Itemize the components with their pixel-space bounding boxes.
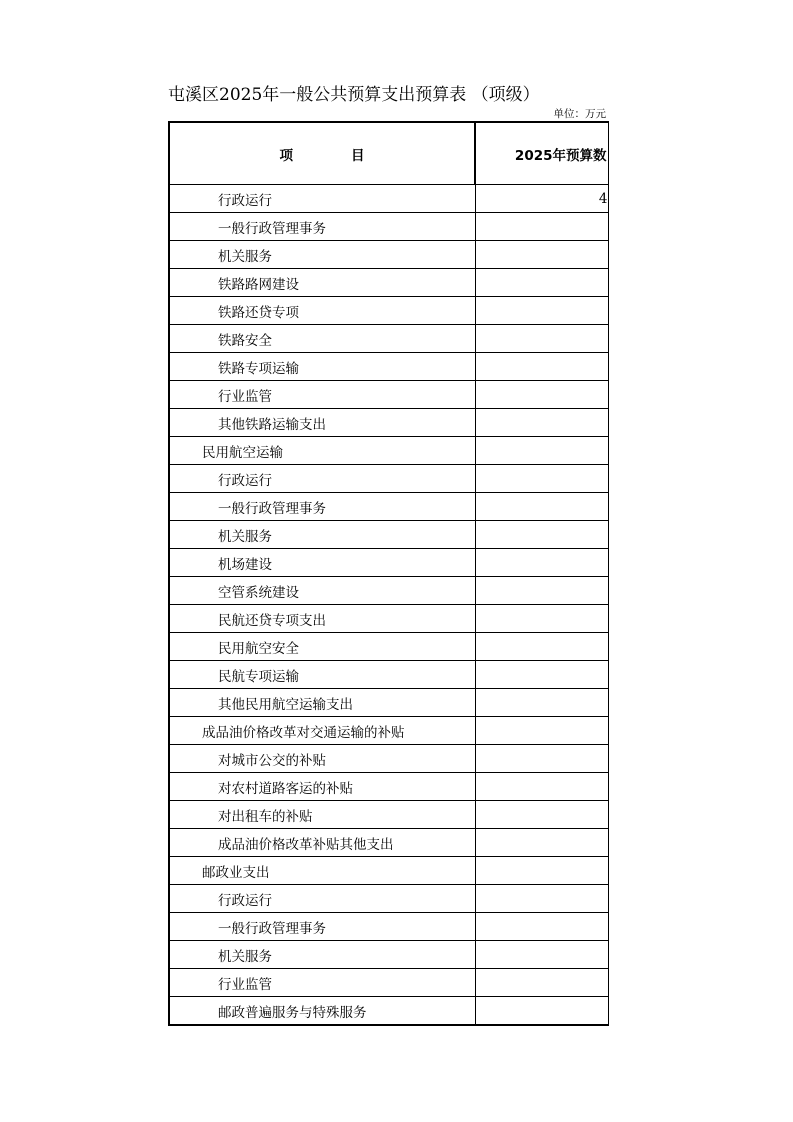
table-row bbox=[169, 241, 608, 269]
row-budget-value bbox=[475, 941, 608, 969]
row-item-name: 一般行政管理事务 bbox=[169, 213, 475, 241]
table-row bbox=[169, 605, 608, 633]
table-row bbox=[169, 577, 608, 605]
row-budget-value bbox=[475, 801, 608, 829]
table-row bbox=[169, 885, 608, 913]
row-item-name: 一般行政管理事务 bbox=[169, 913, 475, 941]
row-item-name: 对城市公交的补贴 bbox=[169, 745, 475, 773]
row-budget-value bbox=[475, 297, 608, 325]
table-row bbox=[169, 409, 608, 437]
row-item-name: 其他民用航空运输支出 bbox=[169, 689, 475, 717]
column-header-item-a: 项 bbox=[279, 147, 293, 164]
column-header-value: 2025年预算数 bbox=[475, 122, 608, 185]
row-budget-value bbox=[475, 969, 608, 997]
table-row bbox=[169, 661, 608, 689]
table-row bbox=[169, 829, 608, 857]
unit-label: 单位：万元 bbox=[553, 108, 606, 120]
row-budget-value bbox=[475, 829, 608, 857]
table-row bbox=[169, 297, 608, 325]
row-budget-value bbox=[475, 269, 608, 297]
row-budget-value bbox=[475, 437, 608, 465]
table-row bbox=[169, 857, 608, 885]
row-item-name: 民航专项运输 bbox=[169, 661, 475, 689]
row-item-name: 邮政业支出 bbox=[169, 857, 475, 885]
row-item-name: 铁路路网建设 bbox=[169, 269, 475, 297]
row-budget-value bbox=[475, 577, 608, 605]
table-row bbox=[169, 381, 608, 409]
row-budget-value bbox=[475, 745, 608, 773]
table-row bbox=[169, 353, 608, 381]
row-item-name: 民航还贷专项支出 bbox=[169, 605, 475, 633]
row-item-name: 机关服务 bbox=[169, 941, 475, 969]
table-row bbox=[169, 913, 608, 941]
table-row bbox=[169, 941, 608, 969]
row-item-name: 其他铁路运输支出 bbox=[169, 409, 475, 437]
table-row bbox=[169, 185, 608, 213]
row-budget-value bbox=[475, 689, 608, 717]
row-item-name: 成品油价格改革补贴其他支出 bbox=[169, 829, 475, 857]
row-item-name: 机关服务 bbox=[169, 521, 475, 549]
row-item-name: 邮政普遍服务与特殊服务 bbox=[169, 997, 475, 1026]
row-budget-value bbox=[475, 773, 608, 801]
table-header-row bbox=[169, 122, 608, 185]
row-item-name: 铁路专项运输 bbox=[169, 353, 475, 381]
table-row bbox=[169, 521, 608, 549]
row-item-name: 对农村道路客运的补贴 bbox=[169, 773, 475, 801]
row-item-name: 民用航空安全 bbox=[169, 633, 475, 661]
row-budget-value bbox=[475, 241, 608, 269]
row-item-name: 一般行政管理事务 bbox=[169, 493, 475, 521]
row-budget-value bbox=[475, 465, 608, 493]
row-item-name: 民用航空运输 bbox=[169, 437, 475, 465]
table-row bbox=[169, 213, 608, 241]
row-budget-value bbox=[475, 717, 608, 745]
table-row bbox=[169, 633, 608, 661]
row-budget-value bbox=[475, 605, 608, 633]
row-item-name: 行政运行 bbox=[169, 185, 475, 213]
table-row bbox=[169, 465, 608, 493]
budget-table bbox=[168, 121, 609, 1026]
row-budget-value bbox=[475, 661, 608, 689]
row-item-name: 铁路安全 bbox=[169, 325, 475, 353]
row-item-name: 行业监管 bbox=[169, 969, 475, 997]
row-budget-value: 4 bbox=[475, 185, 608, 213]
row-budget-value bbox=[475, 353, 608, 381]
page-title: 屯溪区2025年一般公共预算支出预算表 （项级） bbox=[168, 85, 540, 105]
row-budget-value bbox=[475, 381, 608, 409]
row-budget-value bbox=[475, 913, 608, 941]
row-budget-value bbox=[475, 549, 608, 577]
table-row bbox=[169, 997, 608, 1026]
table-row bbox=[169, 745, 608, 773]
row-item-name: 机场建设 bbox=[169, 549, 475, 577]
table-row bbox=[169, 969, 608, 997]
row-item-name: 成品油价格改革对交通运输的补贴 bbox=[169, 717, 475, 745]
row-item-name: 对出租车的补贴 bbox=[169, 801, 475, 829]
row-budget-value bbox=[475, 885, 608, 913]
table-body bbox=[169, 185, 608, 1026]
table-row bbox=[169, 717, 608, 745]
table-row bbox=[169, 493, 608, 521]
table-row bbox=[169, 437, 608, 465]
table-row bbox=[169, 269, 608, 297]
table-row bbox=[169, 549, 608, 577]
table-row bbox=[169, 801, 608, 829]
row-budget-value bbox=[475, 213, 608, 241]
row-item-name: 空管系统建设 bbox=[169, 577, 475, 605]
column-header-item bbox=[169, 122, 475, 185]
row-budget-value bbox=[475, 409, 608, 437]
row-budget-value bbox=[475, 633, 608, 661]
row-item-name: 机关服务 bbox=[169, 241, 475, 269]
table-row bbox=[169, 689, 608, 717]
column-header-item-b: 目 bbox=[351, 147, 365, 164]
table-row bbox=[169, 773, 608, 801]
row-budget-value bbox=[475, 325, 608, 353]
table-row bbox=[169, 325, 608, 353]
row-budget-value bbox=[475, 857, 608, 885]
row-item-name: 行政运行 bbox=[169, 885, 475, 913]
row-budget-value bbox=[475, 521, 608, 549]
row-item-name: 行政运行 bbox=[169, 465, 475, 493]
row-item-name: 行业监管 bbox=[169, 381, 475, 409]
row-item-name: 铁路还贷专项 bbox=[169, 297, 475, 325]
row-budget-value bbox=[475, 997, 608, 1026]
row-budget-value bbox=[475, 493, 608, 521]
